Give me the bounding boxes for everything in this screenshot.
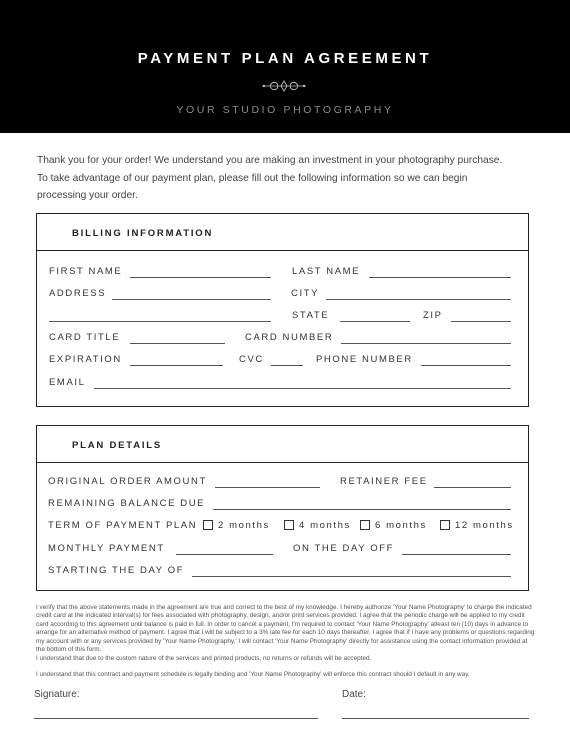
email-field[interactable] — [94, 388, 511, 389]
first-name-label: FIRST NAME — [49, 266, 123, 277]
term-12-months-checkbox[interactable] — [440, 520, 450, 530]
remaining-balance-due-label: REMAINING BALANCE DUE — [48, 498, 206, 509]
billing-section-title: BILLING INFORMATION — [72, 228, 214, 239]
monthly-payment-field[interactable] — [176, 554, 273, 555]
intro-text — [37, 152, 537, 205]
address-field[interactable] — [112, 299, 271, 300]
zip-field[interactable] — [451, 321, 511, 322]
on-the-day-off-label: ON THE DAY OFF — [293, 543, 395, 554]
header-banner — [0, 0, 570, 133]
legal-paragraph-no-refunds: I understand that due to the custom nature of the services and printed products, no returns or refunds will be accepted. — [36, 655, 372, 662]
term-6-months-checkbox[interactable] — [360, 520, 370, 530]
retainer-fee-label: RETAINER FEE — [340, 476, 428, 487]
monthly-payment-label: MONTHLY PAYMENT — [48, 543, 165, 554]
first-name-field[interactable] — [130, 277, 271, 278]
on-the-day-off-field[interactable] — [402, 554, 511, 555]
card-number-field[interactable] — [341, 343, 511, 344]
term-6-months-label: 6 months — [375, 520, 427, 531]
card-number-label: CARD NUMBER — [245, 332, 334, 343]
intro-line-2: To take advantage of our payment plan, please fill out the following information so we can begin — [37, 172, 468, 184]
card-title-field[interactable] — [130, 343, 225, 344]
term-of-payment-plan-label: TERM OF PAYMENT PLAN — [48, 520, 198, 531]
plan-details-section — [36, 425, 529, 591]
expiration-label: EXPIRATION — [49, 354, 122, 365]
date-label: Date: — [342, 689, 366, 700]
cvc-label: CVC — [239, 354, 264, 365]
last-name-label: LAST NAME — [292, 266, 361, 277]
phone-number-label: PHONE NUMBER — [316, 354, 413, 365]
city-field[interactable] — [326, 299, 511, 300]
card-title-label: CARD TITLE — [49, 332, 121, 343]
plan-section-header — [37, 426, 528, 463]
term-12-months-label: 12 months — [455, 520, 514, 531]
billing-information-section — [36, 213, 529, 407]
address-line-2-field[interactable] — [49, 321, 271, 322]
page-title: PAYMENT PLAN AGREEMENT — [137, 50, 433, 67]
retainer-fee-field[interactable] — [434, 487, 511, 488]
date-field[interactable] — [342, 718, 529, 719]
state-field[interactable] — [340, 321, 410, 322]
legal-paragraph-binding: I understand that this contract and payment schedule is legally binding and 'Your Name Photography' will enforce this contract should I default in any way. — [36, 671, 470, 678]
term-2-months-checkbox[interactable] — [203, 520, 213, 530]
state-label: STATE — [292, 310, 330, 321]
starting-the-day-of-field[interactable] — [192, 576, 511, 577]
studio-subtitle: YOUR STUDIO PHOTOGRAPHY — [176, 104, 394, 116]
plan-section-title: PLAN DETAILS — [72, 440, 163, 451]
term-2-months-label: 2 months — [218, 520, 270, 531]
phone-number-field[interactable] — [421, 365, 511, 366]
original-order-amount-field[interactable] — [215, 487, 320, 488]
email-label: EMAIL — [49, 377, 86, 388]
billing-section-header — [37, 214, 528, 251]
starting-the-day-of-label: STARTING THE DAY OF — [48, 565, 185, 576]
term-4-months-checkbox[interactable] — [284, 520, 294, 530]
expiration-field[interactable] — [130, 365, 223, 366]
remaining-balance-due-field[interactable] — [213, 509, 511, 510]
signature-field[interactable] — [34, 718, 318, 719]
cvc-field[interactable] — [271, 365, 303, 366]
city-label: CITY — [291, 288, 320, 299]
original-order-amount-label: ORIGINAL ORDER AMOUNT — [48, 476, 207, 487]
intro-line-1: Thank you for your order! We understand you are making an investment in your photography purchase. — [37, 155, 503, 166]
flourish-ornament-icon — [260, 79, 308, 93]
zip-label: ZIP — [423, 310, 443, 321]
intro-line-3: processing your order. — [37, 190, 138, 201]
signature-label: Signature: — [34, 689, 80, 700]
term-4-months-label: 4 months — [299, 520, 351, 531]
address-label: ADDRESS — [49, 288, 107, 299]
legal-paragraph-authorization: I verify that the above statements made in the agreement are true and correct to the best of my knowledge. I hereby authorize 'Your Name Photography' to charge the indicated credit card at the indicated interval(s) for fees associated with photography, design, and/or print services provided. I agree that the periodic charge will be applied to my credit card according to this agreement until balance is paid in full. In order to cancel a payment, I'm required to contact 'Your Name Photography' atleast ten (10) days in advance to arrange for an alternative method of payment. I agree that I will be subject to a 3% late fee for each 10 days thereafter. I agree that if I have any problems or questions regarding my account with or any services provided by 'Your Name Photography,' I will contact 'Your Name Photography' directly for assistance using the contact information provided at the bottom of this form. — [36, 604, 535, 654]
last-name-field[interactable] — [369, 277, 511, 278]
